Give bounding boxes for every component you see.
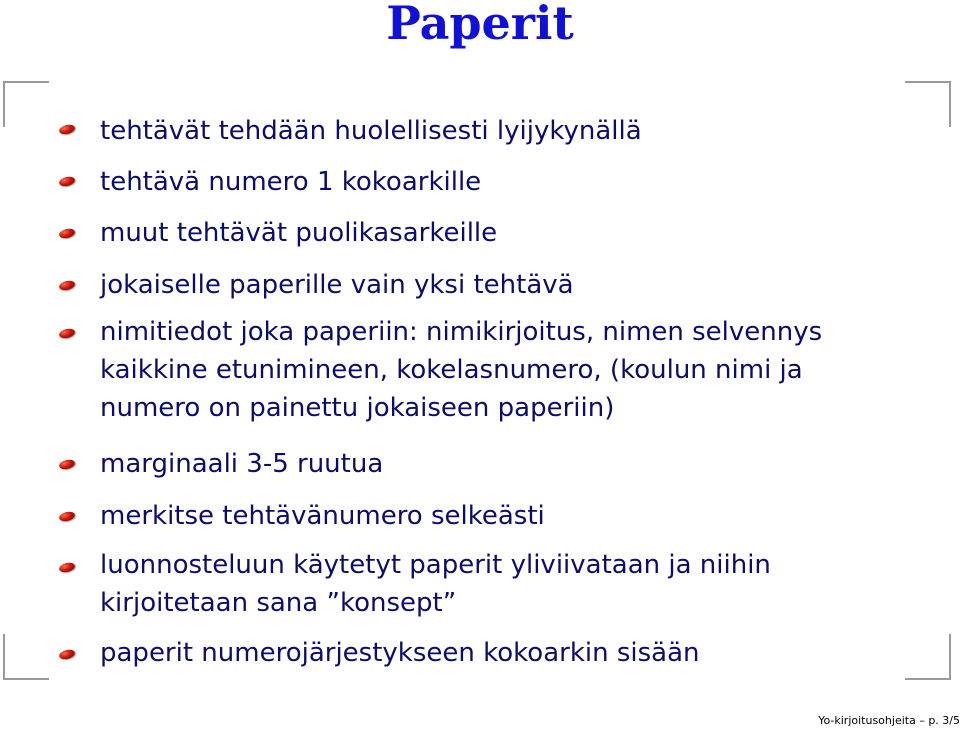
bullet-text	[100, 634, 920, 672]
bullet-text-line: kirjoitetaan sana ”konsept”	[100, 588, 457, 618]
bullet-icon	[58, 458, 76, 471]
page-footer: Yo-kirjoitusohjeita – p. 3/5	[818, 714, 960, 727]
frame-corner-top-left	[3, 81, 49, 127]
bullet-icon	[58, 561, 76, 574]
bullet-text	[100, 112, 920, 150]
bullet-text-line: tehtävä numero 1 kokoarkille	[100, 167, 482, 197]
bullet-icon	[58, 327, 76, 340]
bullet-text-line: merkitse tehtävänumero selkeästi	[100, 501, 545, 531]
bullet-icon	[58, 279, 76, 292]
bullet-icon	[58, 510, 76, 523]
bullet-text-line: jokaiselle paperille vain yksi tehtävä	[100, 270, 574, 300]
frame-corner-bottom-left	[3, 634, 49, 680]
bullet-icon	[58, 227, 76, 240]
bullet-icon	[58, 648, 76, 661]
slide-title: Paperit	[386, 0, 574, 50]
bullet-text	[100, 445, 920, 483]
bullet-icon	[58, 175, 76, 188]
bullet-text-line: numero on painettu jokaiseen paperiin)	[100, 393, 615, 423]
bullet-text	[100, 313, 920, 427]
bullet-text-line: tehtävät tehdään huolellisesti lyijykynällä	[100, 116, 642, 146]
bullet-text-line: nimitiedot joka paperiin: nimikirjoitus, nimen selvennys	[100, 317, 823, 347]
bullet-text	[100, 163, 920, 201]
bullet-text	[100, 497, 920, 535]
bullet-text-line: muut tehtävät puolikasarkeille	[100, 218, 498, 248]
bullet-text-line: luonnosteluun käytetyt paperit yliviivataan ja niihin	[100, 550, 771, 580]
bullet-text	[100, 266, 920, 304]
bullet-text-line: marginaali 3-5 ruutua	[100, 449, 384, 479]
bullet-text-line: kaikkine etunimineen, kokelasnumero, (koulun nimi ja	[100, 355, 803, 385]
bullet-text-line: paperit numerojärjestykseen kokoarkin sisään	[100, 638, 700, 668]
bullet-text	[100, 546, 920, 622]
bullet-text	[100, 214, 920, 252]
bullet-icon	[58, 123, 76, 136]
